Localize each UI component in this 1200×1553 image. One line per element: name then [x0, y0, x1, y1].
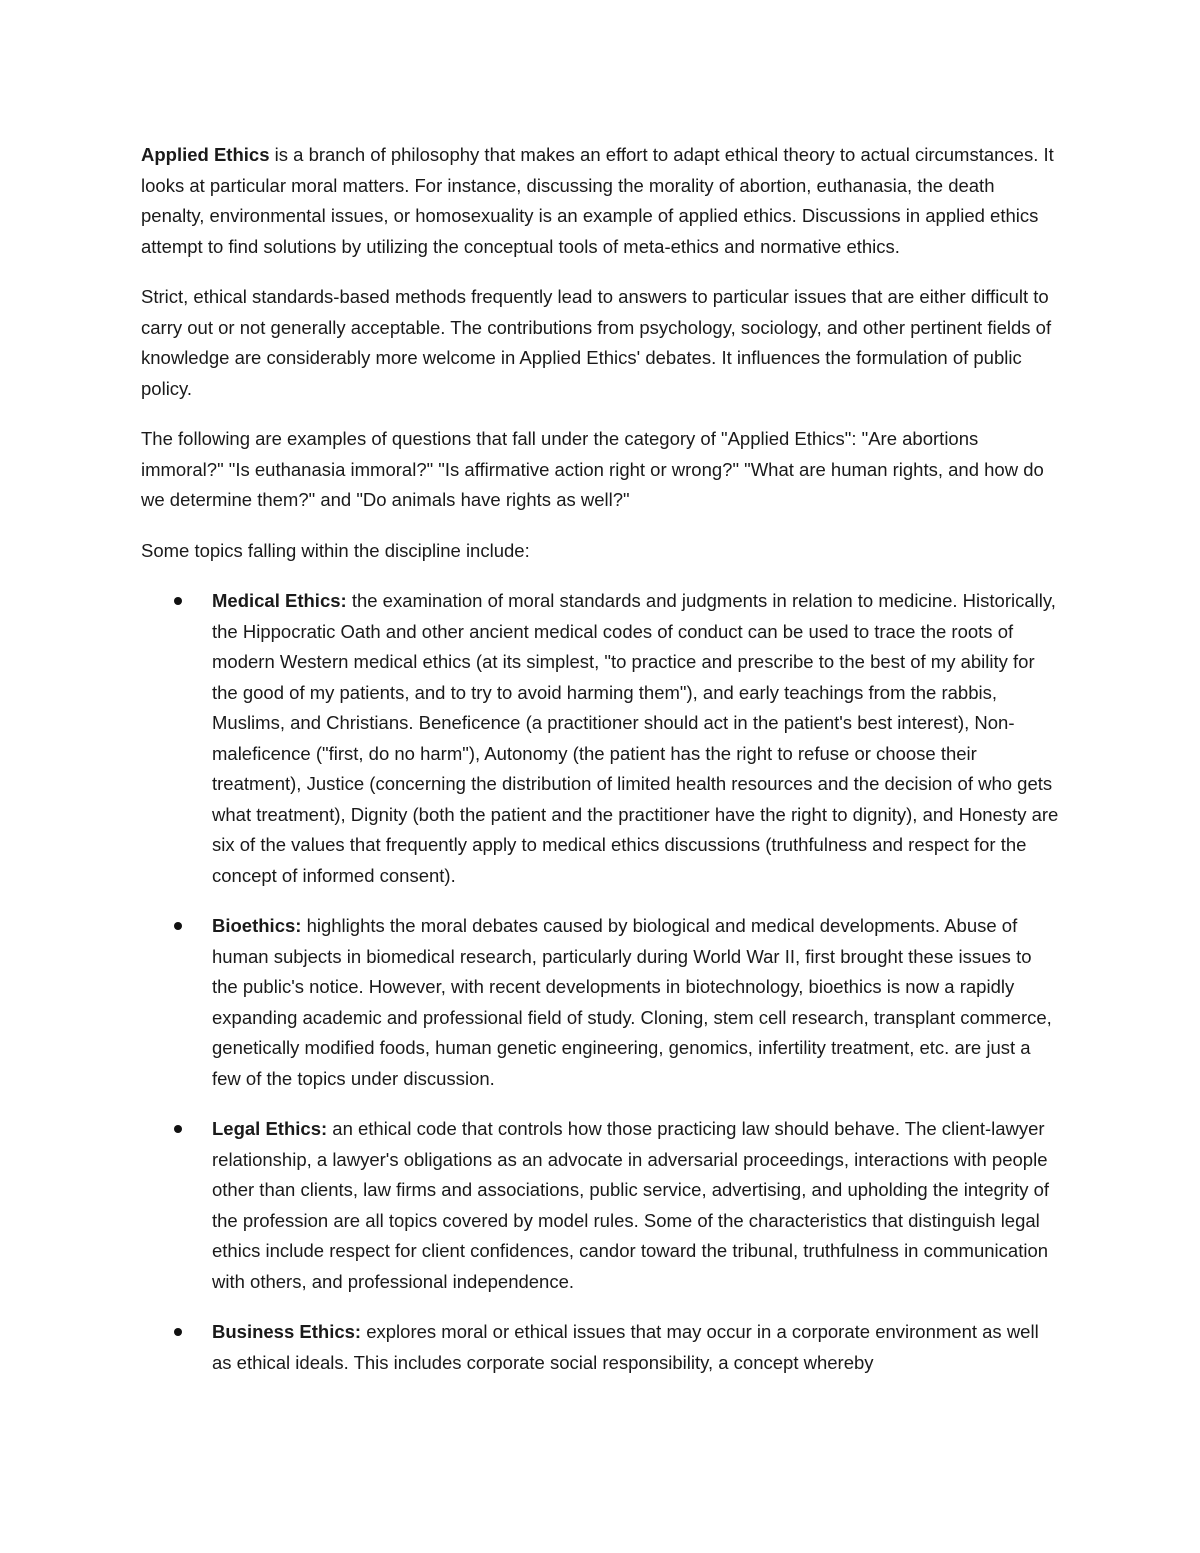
- topic-text: explores moral or ethical issues that may occur in a corporate environment as well as ethical ideals. This includes corporate social responsibility, a concept whereby: [212, 1321, 1039, 1373]
- topic-term: Legal Ethics:: [212, 1118, 328, 1139]
- topics-list: [141, 586, 1061, 1378]
- topic-term: Business Ethics:: [212, 1321, 362, 1342]
- topic-text: the examination of moral standards and judgments in relation to medicine. Historically, the Hippocratic Oath and other ancient medical codes of conduct can be used to trace the roots of modern Western medical ethics (at its simplest, "to practice and prescribe to the best of my ability for the good of my patients, and to try to avoid harming them"), and early teachings from the rabbis, Muslims, and Christians. Beneficence (a practitioner should act in the patient's best interest), Non-maleficence ("first, do no harm"), Autonomy (the patient has the right to refuse or choose their treatment), Justice (concerning the distribution of limited health resources and the decision of who gets what treatment), Dignity (both the patient and the practitioner have the right to dignity), and Honesty are six of the values that frequently apply to medical ethics discussions (truthfulness and respect for the concept of informed consent).: [212, 590, 1059, 886]
- questions-paragraph: The following are examples of questions that fall under the category of "Applied Ethics": "Are abortions immoral?" "Is euthanasia immoral?" "Is affirmative action right or wrong?" "What are human rights, and how do we determine them?" and "Do animals have rights as well?": [141, 428, 1044, 510]
- list-item-legal-ethics: [141, 1114, 1061, 1297]
- topic-term: Bioethics:: [212, 915, 302, 936]
- document-page: [141, 140, 1061, 1398]
- list-item-medical-ethics: [141, 586, 1061, 891]
- topic-text: highlights the moral debates caused by biological and medical developments. Abuse of human subjects in biomedical research, particularly during World War II, first brought these issues to the public's notice. However, with recent developments in biotechnology, bioethics is now a rapidly expanding academic and professional field of study. Cloning, stem cell research, transplant commerce, genetically modified foods, human genetic engineering, genomics, infertility treatment, etc. are just a few of the topics under discussion.: [212, 915, 1052, 1089]
- topic-term: Medical Ethics:: [212, 590, 347, 611]
- topics-intro-paragraph: Some topics falling within the discipline include:: [141, 539, 530, 561]
- topic-text: an ethical code that controls how those practicing law should behave. The client-lawyer relationship, a lawyer's obligations as an advocate in adversarial proceedings, interactions with people other than clients, law firms and associations, public service, advertising, and upholding the integrity of the profession are all topics covered by model rules. Some of the characteristics that distinguish legal ethics include respect for client confidences, candor toward the tribunal, truthfulness in communication with others, and professional independence.: [212, 1118, 1050, 1292]
- intro-paragraph: [141, 140, 1061, 262]
- intro-paragraph-text: is a branch of philosophy that makes an effort to adapt ethical theory to actual circumstances. It looks at particular moral matters. For instance, discussing the morality of abortion, euthanasia, the death penalty, environmental issues, or homosexuality is an example of applied ethics. Discussions in applied ethics attempt to find solutions by utilizing the conceptual tools of meta-ethics and normative ethics.: [141, 144, 1054, 257]
- bullet-icon: [174, 922, 182, 930]
- bullet-icon: [174, 597, 182, 605]
- methods-paragraph: Strict, ethical standards-based methods frequently lead to answers to particular issues that are either difficult to carry out or not generally acceptable. The contributions from psychology, sociology, and other pertinent fields of knowledge are considerably more welcome in Applied Ethics' debates. It influences the formulation of public policy.: [141, 286, 1052, 399]
- list-item-bioethics: [141, 911, 1061, 1094]
- list-item-business-ethics: [141, 1317, 1061, 1378]
- bullet-icon: [174, 1328, 182, 1336]
- applied-ethics-term: Applied Ethics: [141, 144, 270, 165]
- bullet-icon: [174, 1125, 182, 1133]
